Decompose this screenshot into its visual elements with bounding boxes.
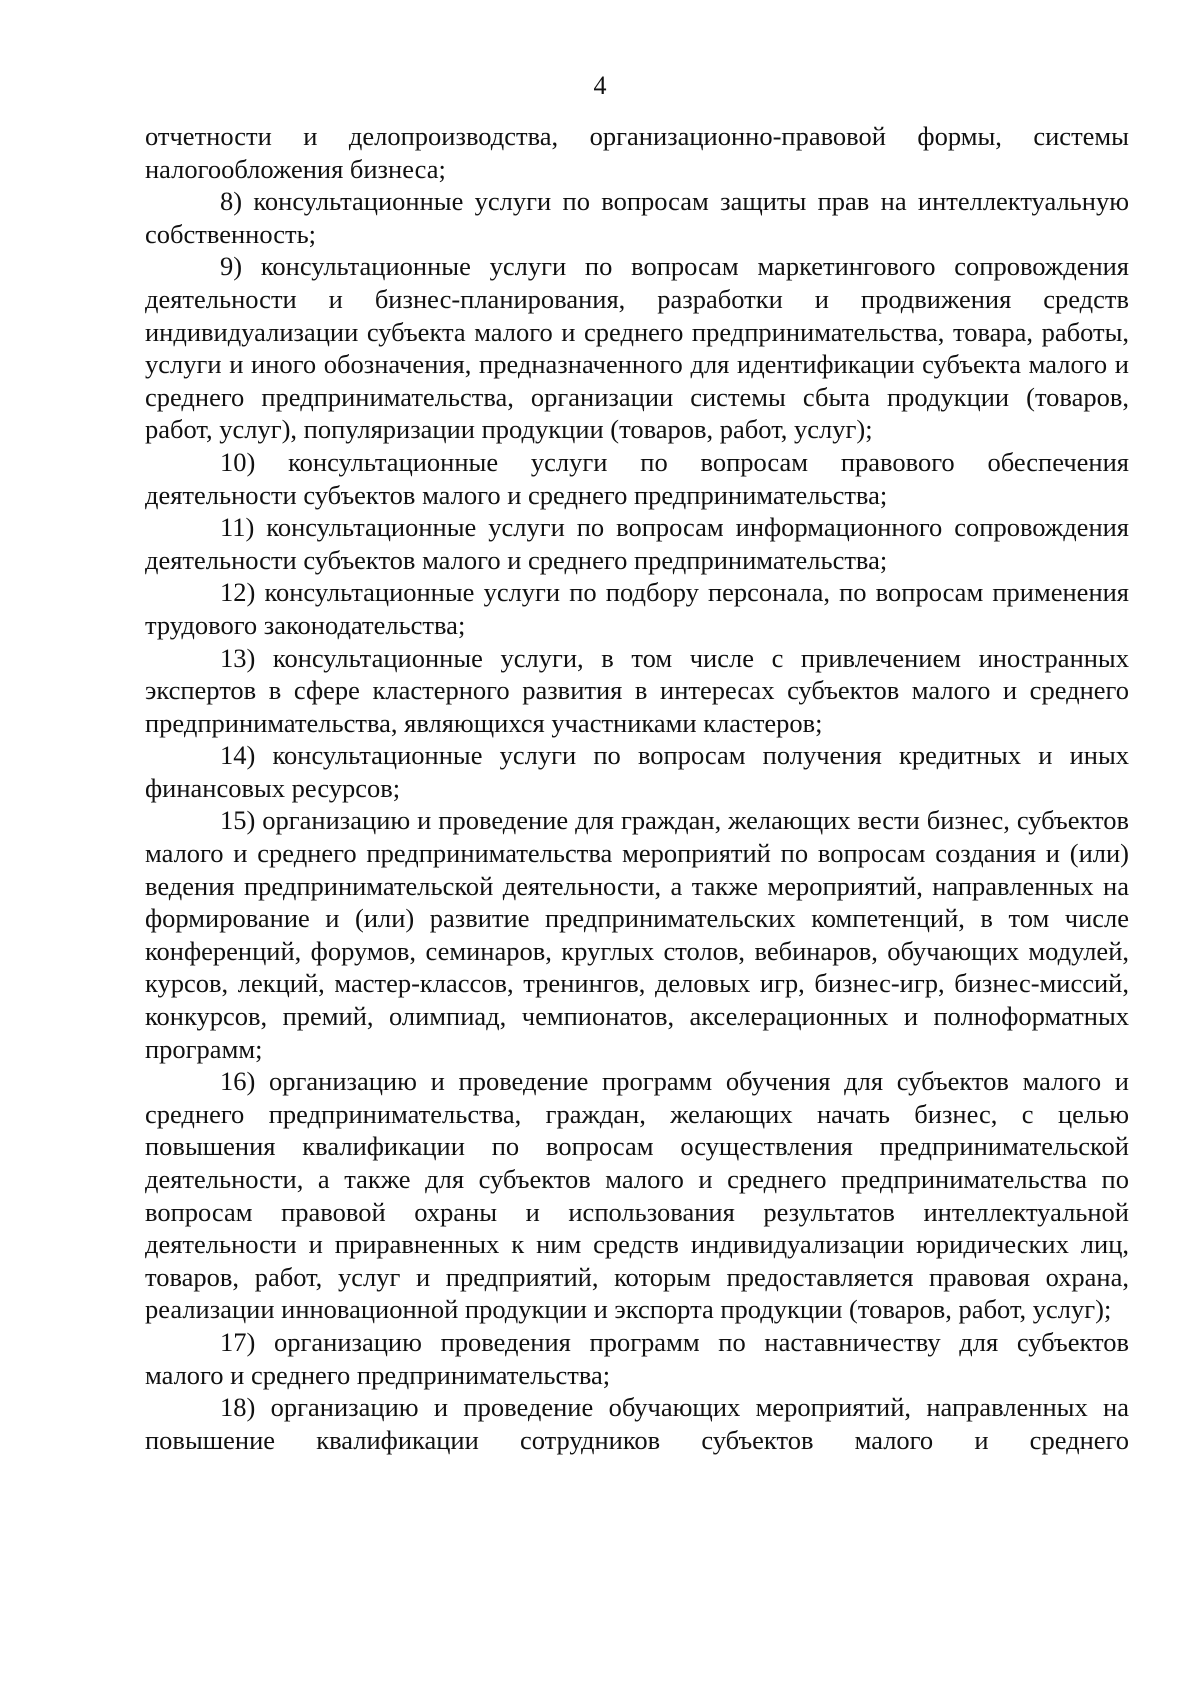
- list-item-8: 8) консультационные услуги по вопросам защиты прав на интеллектуальную собственность;: [145, 186, 1129, 249]
- list-item-15: 15) организацию и проведение для граждан, желающих вести бизнес, субъектов малого и среднего предпринимательства мероприятий по вопросам создания и (или) ведения предпринимательской деятельности, а также мероприятий, направленных на формирование и (или) развитие предпринимательских компетенций, в том числе конференций, форумов, семинаров, круглых столов, вебинаров, обучающих модулей, курсов, лекций, мастер-классов, тренингов, деловых игр, бизнес-игр, бизнес-миссий, конкурсов, премий, олимпиад, чемпионатов, акселерационных и полноформатных программ;: [145, 805, 1129, 1064]
- document-body: [145, 120, 1129, 1456]
- list-item-13: 13) консультационные услуги, в том числе с привлечением иностранных экспертов в сфере кластерного развития в интересах субъектов малого и среднего предпринимательства, являющихся участниками кластеров;: [145, 642, 1129, 738]
- list-item-10: 10) консультационные услуги по вопросам правового обеспечения деятельности субъектов малого и среднего предпринимательства;: [145, 446, 1129, 510]
- list-item-14: 14) консультационные услуги по вопросам получения кредитных и иных финансовых ресурсов;: [145, 740, 1129, 803]
- list-item-17: 17) организацию проведения программ по наставничеству для субъектов малого и среднего предпринимательства;: [145, 1326, 1129, 1390]
- list-item-12: 12) консультационные услуги по подбору персонала, по вопросам применения трудового законодательства;: [145, 577, 1129, 640]
- list-item-11: 11) консультационные услуги по вопросам информационного сопровождения деятельности субъектов малого и среднего предпринимательства;: [145, 512, 1129, 575]
- page-number: 4: [593, 71, 607, 100]
- paragraph-continuation: отчетности и делопроизводства, организационно-правовой формы, системы налогообложения бизнеса;: [145, 121, 1129, 184]
- list-item-9: 9) консультационные услуги по вопросам маркетингового сопровождения деятельности и бизнес-планирования, разработки и продвижения средств индивидуализации субъекта малого и среднего предпринимательства, товара, работы, услуги и иного обозначения, предназначенного для идентификации субъекта малого и среднего предпринимательства, организации системы сбыта продукции (товаров, работ, услуг), популяризации продукции (товаров, работ, услуг);: [145, 251, 1129, 445]
- list-item-18: 18) организацию и проведение обучающих мероприятий, направленных на повышение квалификации сотрудников субъектов малого и среднего: [145, 1392, 1129, 1455]
- list-item-16: 16) организацию и проведение программ обучения для субъектов малого и среднего предпринимательства, граждан, желающих начать бизнес, с целью повышения квалификации по вопросам осуществления предпринимательской деятельности, а также для субъектов малого и среднего предпринимательства по вопросам правовой охраны и использования результатов интеллектуальной деятельности и приравненных к ним средств индивидуализации юридических лиц, товаров, работ, услуг и предприятий, которым предоставляется правовая охрана, реализации инновационной продукции и экспорта продукции (товаров, работ, услуг);: [145, 1066, 1129, 1325]
